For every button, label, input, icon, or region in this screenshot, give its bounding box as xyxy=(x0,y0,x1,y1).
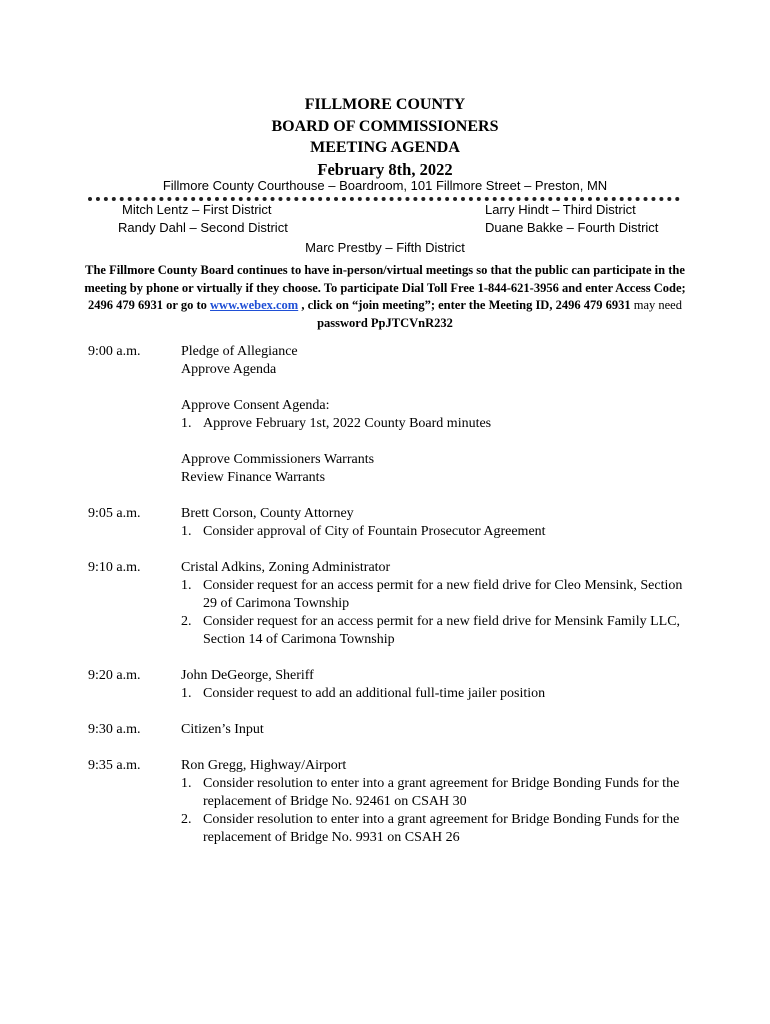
agenda-subitem xyxy=(181,577,688,613)
virtual-meeting-notice xyxy=(80,262,690,332)
agenda-item xyxy=(88,343,688,487)
agenda-line: Approve Commissioners Warrants xyxy=(181,452,375,467)
agenda-list xyxy=(88,343,688,865)
commissioner-district-3: Larry Hindt – Third District xyxy=(485,202,636,217)
notice-text: The Fillmore County Board continues to have in-person/virtual meetings so that the public can participate in the meeting by phone or virtually if they choose. To participate Dial Toll Free 1-844-621-3956 and enter Access Code; 2496 479 6931 or go to xyxy=(84,263,686,312)
agenda-content xyxy=(181,667,688,703)
agenda-time: 9:05 a.m. xyxy=(88,506,141,521)
agenda-time: 9:00 a.m. xyxy=(88,344,141,359)
meeting-date: February 8th, 2022 xyxy=(317,159,453,179)
subitem-number: 2. xyxy=(181,614,192,629)
agenda-item xyxy=(88,721,688,739)
subitem-number: 1. xyxy=(181,776,192,791)
agenda-time: 9:10 a.m. xyxy=(88,560,141,575)
commissioner-district-2: Randy Dahl – Second District xyxy=(118,220,288,235)
subitem-number: 1. xyxy=(181,578,192,593)
agenda-subitem xyxy=(181,415,688,433)
notice-password: password PpJTCVnR232 xyxy=(317,315,453,330)
subitem-number: 1. xyxy=(181,416,192,431)
agenda-line: Approve Consent Agenda: xyxy=(181,398,330,413)
agenda-time: 9:30 a.m. xyxy=(88,722,141,737)
subitem-number: 1. xyxy=(181,686,192,701)
notice-text-normal: may need xyxy=(633,298,682,312)
agenda-time: 9:20 a.m. xyxy=(88,668,141,683)
agenda-content xyxy=(181,721,688,739)
agenda-presenter: Citizen’s Input xyxy=(181,722,264,737)
subitem-text: Consider request to add an additional full-time jailer position xyxy=(203,686,546,701)
county-name: FILLMORE COUNTY xyxy=(304,96,466,113)
agenda-presenter: John DeGeorge, Sheriff xyxy=(181,668,314,683)
agenda-subitem xyxy=(181,811,688,847)
agenda-item xyxy=(88,757,688,847)
agenda-content xyxy=(181,343,688,487)
agenda-time: 9:35 a.m. xyxy=(88,758,141,773)
commissioner-district-4: Duane Bakke – Fourth District xyxy=(485,220,659,235)
subitem-text: Consider resolution to enter into a grant agreement for Bridge Bonding Funds for the replacement of Bridge No. 92461 on CSAH 30 xyxy=(203,776,680,809)
webex-link[interactable]: www.webex.com xyxy=(210,298,299,312)
agenda-line: Pledge of Allegiance xyxy=(181,344,298,359)
agenda-presenter: Ron Gregg, Highway/Airport xyxy=(181,758,347,773)
commissioner-district-1: Mitch Lentz – First District xyxy=(122,202,272,217)
agenda-content xyxy=(181,505,688,541)
subitem-text: Approve February 1st, 2022 County Board minutes xyxy=(203,416,492,431)
subitem-text: Consider request for an access permit for a new field drive for Cleo Mensink, Section 29 of Carimona Township xyxy=(203,578,683,611)
agenda-item xyxy=(88,505,688,541)
meeting-location: Fillmore County Courthouse – Boardroom, 101 Fillmore Street – Preston, MN xyxy=(162,178,608,193)
agenda-line: Approve Agenda xyxy=(181,362,277,377)
commissioner-district-5: Marc Prestby – Fifth District xyxy=(305,240,465,255)
agenda-item xyxy=(88,667,688,703)
subitem-number: 1. xyxy=(181,524,192,539)
agenda-presenter: Brett Corson, County Attorney xyxy=(181,506,354,521)
board-name: BOARD OF COMMISSIONERS xyxy=(271,117,499,135)
agenda-presenter: Cristal Adkins, Zoning Administrator xyxy=(181,560,391,575)
dotted-divider xyxy=(88,197,680,201)
agenda-subitem xyxy=(181,613,688,649)
agenda-item xyxy=(88,559,688,649)
subitem-number: 2. xyxy=(181,812,192,827)
agenda-header xyxy=(0,94,770,180)
agenda-subitem xyxy=(181,775,688,811)
subitem-text: Consider approval of City of Fountain Prosecutor Agreement xyxy=(203,524,546,539)
agenda-content xyxy=(181,559,688,649)
document-title: MEETING AGENDA xyxy=(310,139,460,156)
agenda-subitem xyxy=(181,685,688,703)
agenda-subitem xyxy=(181,523,688,541)
subitem-text: Consider resolution to enter into a grant agreement for Bridge Bonding Funds for the replacement of Bridge No. 9931 on CSAH 26 xyxy=(203,812,680,845)
agenda-line: Review Finance Warrants xyxy=(181,470,326,485)
subitem-text: Consider request for an access permit for a new field drive for Mensink Family LLC, Section 14 of Carimona Township xyxy=(203,614,681,647)
agenda-content xyxy=(181,757,688,847)
notice-text-cont: , click on “join meeting”; enter the Meeting ID, 2496 479 6931 xyxy=(298,298,634,312)
